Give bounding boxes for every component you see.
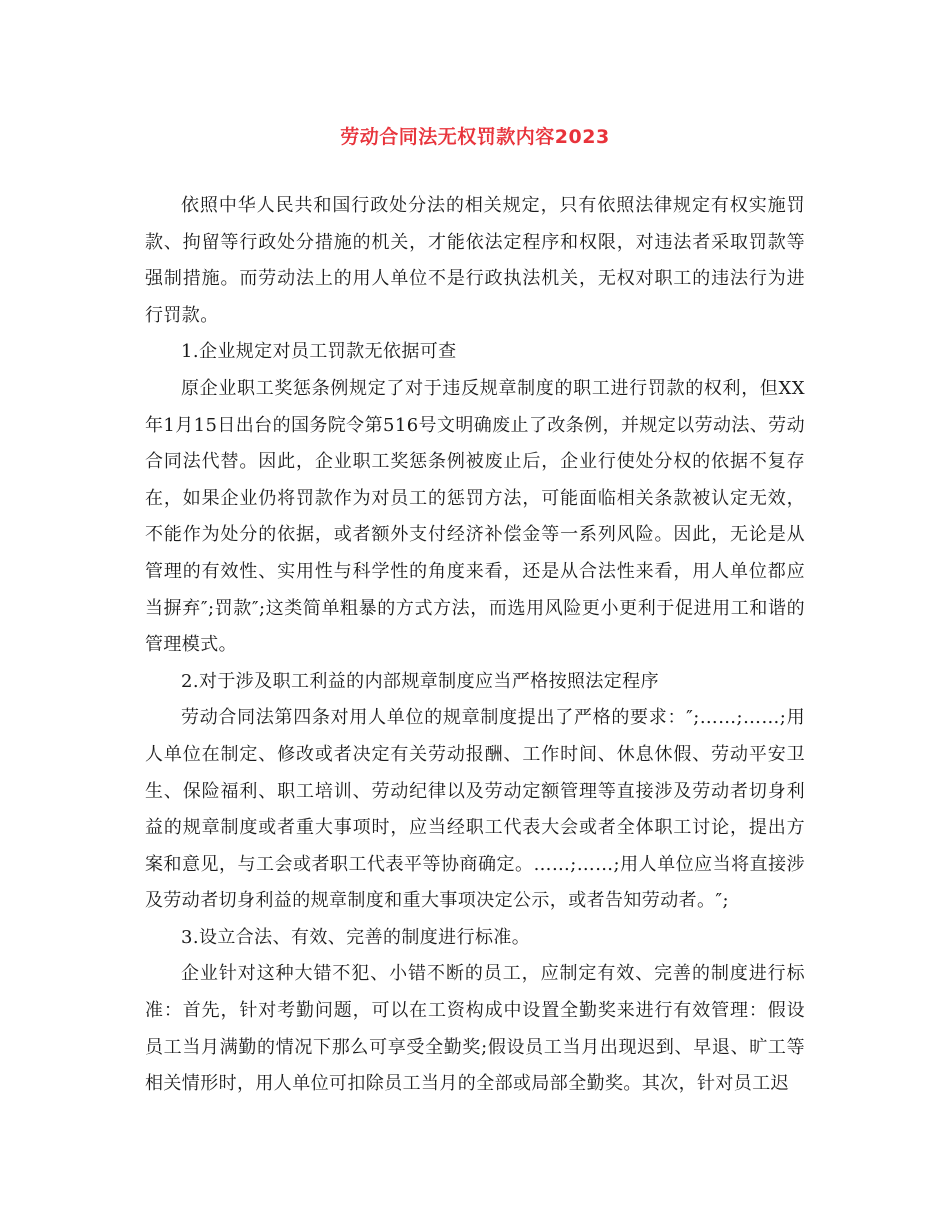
- section-heading-2: 2.对于涉及职工利益的内部规章制度应当严格按照法定程序: [181, 670, 659, 692]
- paragraph-section-1: 原企业职工奖惩条例规定了对于违反规章制度的职工进行罚款的权利，但XX年1月15日出台的国务院令第516号文明确废止了改条例，并规定以劳动法、劳动合同法代替。因此，企业职工奖惩条例被废止后，企业行使处分权的依据不复存在，如果企业仍将罚款作为对员工的惩罚方法，可能面临相关条款被认定无效，不能作为处分的依据，或者额外支付经济补偿金等一系列风险。因此，无论是从管理的有效性、实用性与科学性的角度来看，还是从合法性来看，用人单位都应当摒弃″;罚款″;这类简单粗暴的方式方法，而选用风险更小更利于促进用工和谐的管理模式。: [145, 377, 805, 656]
- document-body: [145, 188, 805, 1103]
- paragraph-intro: 依照中华人民共和国行政处分法的相关规定，只有依照法律规定有权实施罚款、拘留等行政处分措施的机关，才能依法定程序和权限，对违法者采取罚款等强制措施。而劳动法上的用人单位不是行政执法机关，无权对职工的违法行为进行罚款。: [145, 195, 805, 326]
- paragraph-section-3: 企业针对这种大错不犯、小错不断的员工，应制定有效、完善的制度进行标准：首先，针对考勤问题，可以在工资构成中设置全勤奖来进行有效管理：假设员工当月满勤的情况下那么可享受全勤奖;假设员工当月出现迟到、早退、旷工等相关情形时，用人单位可扣除员工当月的全部或局部全勤奖。其次，针对员工迟: [145, 963, 805, 1095]
- section-heading-1: 1.企业规定对员工罚款无依据可查: [181, 341, 457, 363]
- paragraph-section-2: 劳动合同法第四条对用人单位的规章制度提出了严格的要求：″;……;……;用人单位在制定、修改或者决定有关劳动报酬、工作时间、休息休假、劳动平安卫生、保险福利、职工培训、劳动纪律以及劳动定额管理等直接涉及劳动者切身利益的规章制度或者重大事项时，应当经职工代表大会或者全体职工讨论，提出方案和意见，与工会或者职工代表平等协商确定。……;……;用人单位应当将直接涉及劳动者切身利益的规章制度和重大事项决定公示，或者告知劳动者。″;: [145, 707, 805, 912]
- section-heading-3: 3.设立合法、有效、完善的制度进行标准。: [181, 926, 531, 948]
- document-title: 劳动合同法无权罚款内容2023: [340, 126, 610, 148]
